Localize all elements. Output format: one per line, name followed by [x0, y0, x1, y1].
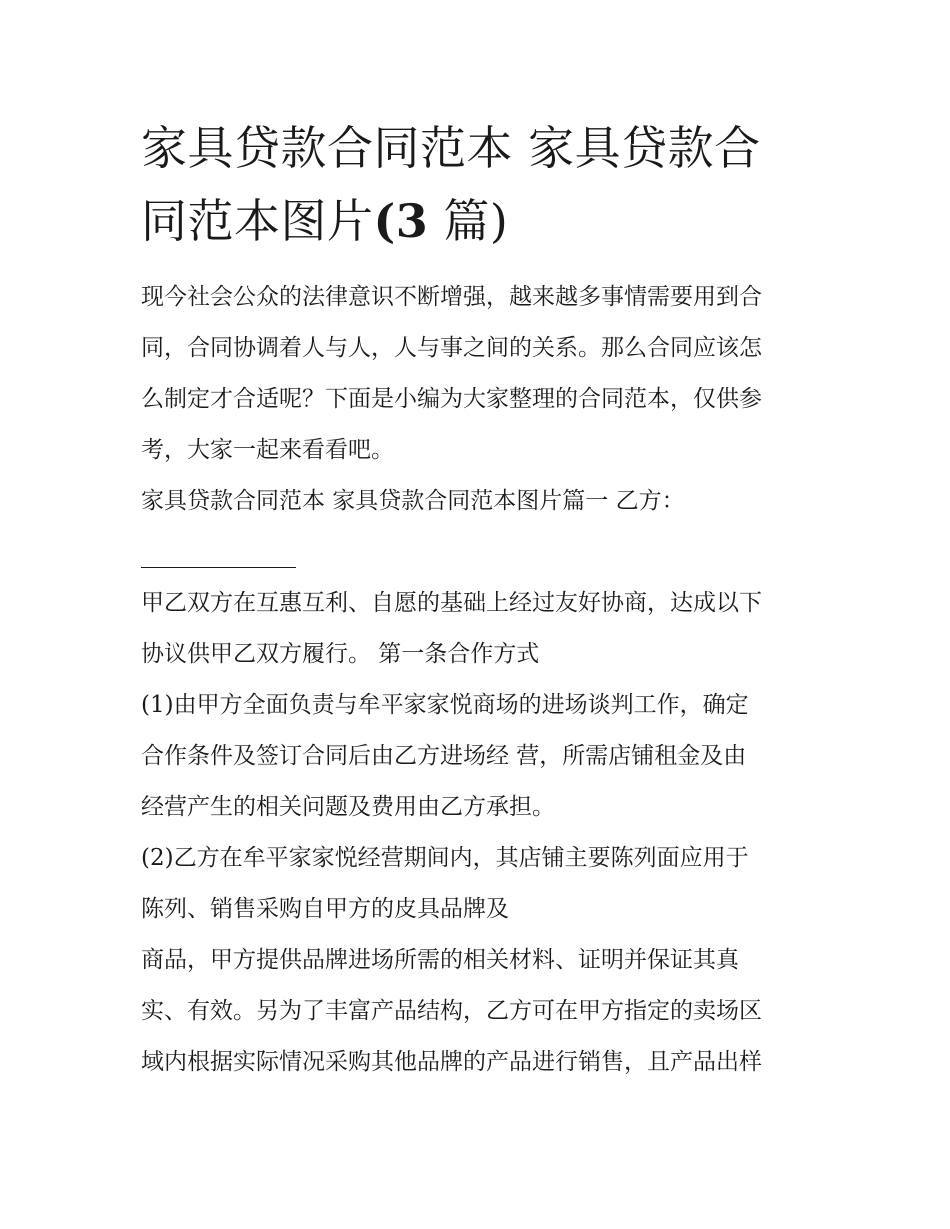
title-line-2-suffix: 篇)	[428, 194, 509, 248]
paragraph-line: 甲乙双方在互惠互利、自愿的基础上经过友好协商，达成以下	[141, 590, 762, 616]
document-title	[141, 112, 821, 258]
paragraph-line: 现今社会公众的法律意识不断增强，越来越多事情需要用到合	[141, 284, 762, 310]
title-line-2-count: (3	[373, 194, 429, 248]
paragraph-line: 同，合同协调着人与人，人与事之间的关系。那么合同应该怎	[141, 335, 762, 361]
title-line-1: 家具贷款合同范本 家具贷款合	[141, 121, 761, 175]
clause-line: (2)乙方在牟平家家悦经营期间内，其店铺主要陈列面应用于	[141, 845, 749, 871]
title-line-2-prefix: 同范本图片	[141, 194, 374, 248]
clause-line: 经营产生的相关问题及费用由乙方承担。	[141, 794, 555, 820]
clause-line: 实、有效。另为了丰富产品结构，乙方可在甲方指定的卖场区	[141, 998, 762, 1024]
clause-line: 合作条件及签订合同后由乙方进场经 营，所需店铺租金及由	[141, 743, 747, 769]
clause-line: 陈列、销售采购自甲方的皮具品牌及	[141, 896, 509, 922]
signature-underline	[141, 567, 296, 568]
clause-line: (1)由甲方全面负责与牟平家家悦商场的进场谈判工作，确定	[141, 692, 749, 718]
paragraph-line: 么制定才合适呢？下面是小编为大家整理的合同范本，仅供参	[141, 386, 762, 412]
party-b-blank	[141, 527, 821, 578]
clause-line: 商品，甲方提供品牌进场所需的相关材料、证明并保证其真	[141, 947, 739, 973]
paragraph-line: 考，大家一起来看看吧。	[141, 437, 394, 463]
document-body	[141, 112, 821, 1088]
section-heading-line: 家具贷款合同范本 家具贷款合同范本图片篇一 乙方：	[141, 488, 685, 514]
paragraph-line: 协议供甲乙双方履行。 第一条合作方式	[141, 641, 540, 667]
clause-line: 域内根据实际情况采购其他品牌的产品进行销售，且产品出样	[141, 1049, 762, 1075]
